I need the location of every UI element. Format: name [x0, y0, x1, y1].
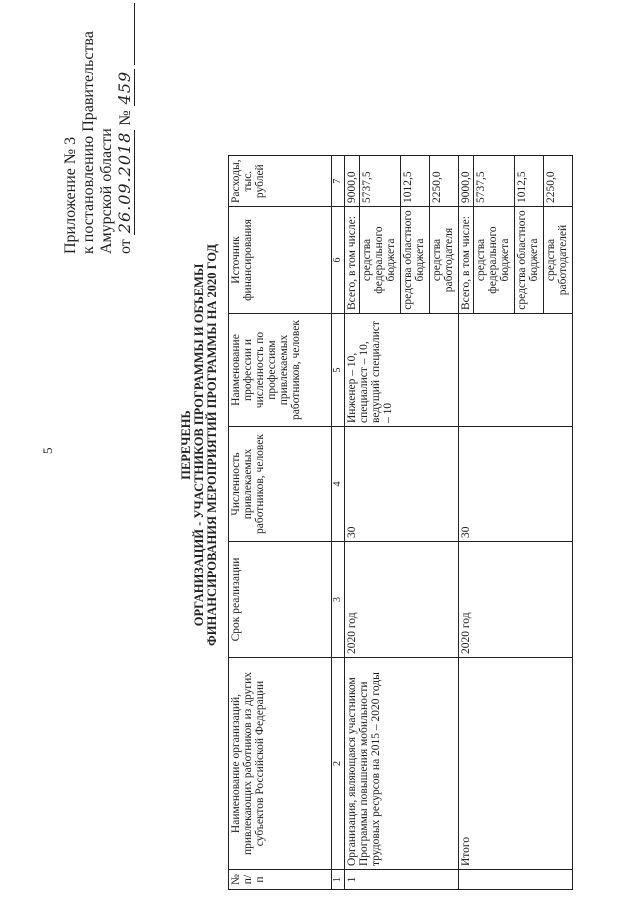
implementation-term: 2020 год [345, 542, 459, 658]
appendix-title: Приложение № 3 [62, 136, 79, 254]
table-row [345, 156, 360, 890]
expense-value: 5737,5 [474, 156, 515, 207]
column-number: 4 [332, 427, 345, 542]
heading-line-1: ПЕРЕЧЕНЬ [179, 410, 193, 480]
heading-line-3: ФИНАНСИРОВАНИЯ МЕРОПРИЯТИЙ ПРОГРАММЫ НА 2020 ГОД [205, 244, 219, 646]
professions: Инженер – 10, специалист – 10, ведущий специалист – 10 [345, 314, 459, 427]
header-number: № п/п [229, 870, 332, 890]
column-number: 5 [332, 314, 345, 427]
total-label: Итого [459, 658, 573, 870]
expense-value: 9000,0 [459, 156, 474, 207]
table-row-total [459, 156, 474, 890]
worker-count: 30 [345, 427, 459, 542]
appendix-block [62, 0, 135, 254]
header-term: Срок реализации [229, 542, 332, 658]
page-number: 5 [40, 447, 55, 454]
total-term: 2020 год [459, 542, 573, 658]
header-professions: Наименование профессии и численность по профессиям привлекаемых работников, человек [229, 314, 332, 427]
expense-value: 2250,0 [544, 156, 573, 207]
signature-blank-line [120, 3, 135, 65]
appendix-region: Амурской области [98, 128, 115, 254]
number-prefix: № [117, 110, 134, 126]
funding-source: средства работодателя [430, 207, 459, 314]
handwritten-number: 459 [115, 70, 134, 105]
column-number: 2 [332, 658, 345, 870]
column-number: 6 [332, 207, 345, 314]
column-number-row [332, 156, 345, 890]
document-heading [180, 135, 219, 755]
expense-value: 1012,5 [515, 156, 544, 207]
column-number: 3 [332, 542, 345, 658]
row-number-empty [459, 870, 573, 890]
participants-table [228, 155, 573, 890]
expense-value: 5737,5 [360, 156, 401, 207]
header-expenses: Расходы, тыс. рублей [229, 156, 332, 207]
appendix-resolution: к постановлению Правительства [80, 31, 97, 254]
funding-source: средства работодателей [544, 207, 573, 314]
row-number: 1 [345, 870, 459, 890]
expense-value: 2250,0 [430, 156, 459, 207]
total-professions-empty [459, 314, 573, 427]
funding-source: средства областного бюджета [401, 207, 430, 314]
funding-source: средства федерального бюджета [360, 207, 401, 314]
total-worker-count: 30 [459, 427, 573, 542]
header-funding-source: Источник финансирования [229, 207, 332, 314]
expense-value: 9000,0 [345, 156, 360, 207]
funding-source: Всего, в том числе: [345, 207, 360, 314]
expense-value: 1012,5 [401, 156, 430, 207]
handwritten-date: 26.09.2018 [115, 131, 134, 234]
appendix-date-line [116, 0, 135, 254]
column-number: 7 [332, 156, 345, 207]
organization-name: Организация, являющаяся участником Программы повышения мобильности трудовых ресурсов на 2015 – 2020 годы [345, 658, 459, 870]
table-header-row [229, 156, 332, 890]
header-worker-count: Численность привлекаемых работников, человек [229, 427, 332, 542]
funding-source: Всего, в том числе: [459, 207, 474, 314]
funding-source: средства областного бюджета [515, 207, 544, 314]
header-organization: Наименование организаций, привлекающих работников из других субъектов Российской Федерации [229, 658, 332, 870]
funding-source: средства федерального бюджета [474, 207, 515, 314]
date-prefix: от [117, 239, 134, 254]
heading-line-2: ОРГАНИЗАЦИЙ - УЧАСТНИКОВ ПРОГРАММЫ И ОБЪЕМЫ [192, 263, 206, 627]
column-number: 1 [332, 870, 345, 890]
